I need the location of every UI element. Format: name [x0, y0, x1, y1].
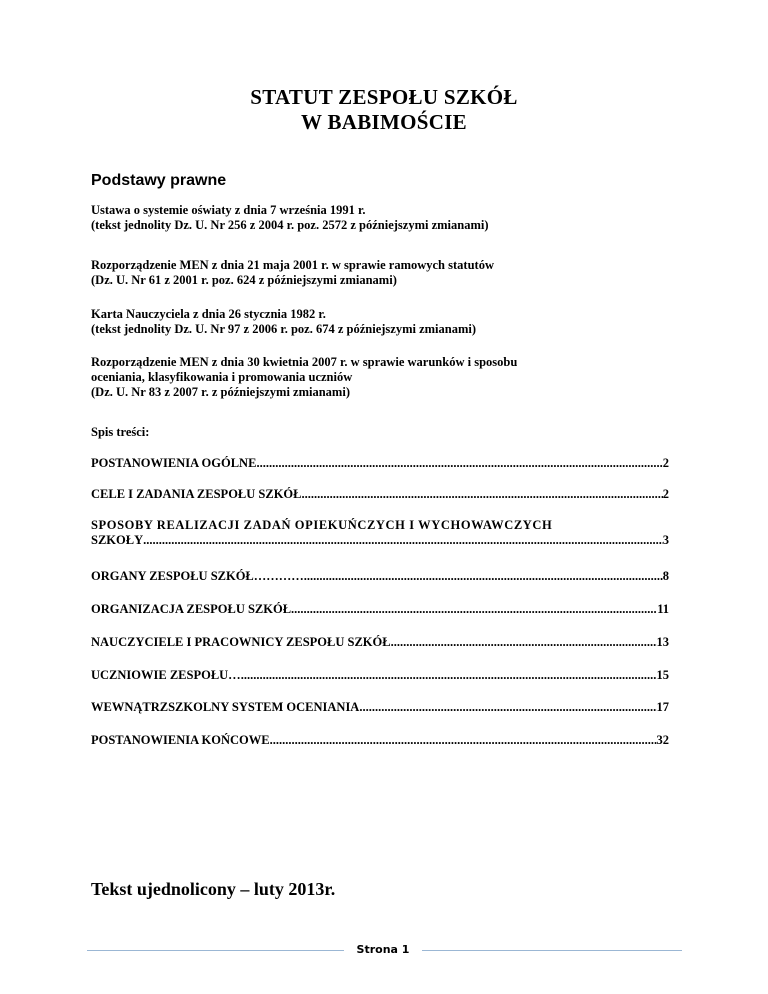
toc-entry-label: NAUCZYCIELE I PRACOWNICY ZESPOŁU SZKÓŁ: [91, 635, 391, 649]
toc-leader-dots: [359, 700, 656, 715]
toc-entry[interactable]: [91, 456, 669, 471]
toc-entry-label: UCZNIOWIE ZESPOŁU…: [91, 668, 241, 682]
toc-entry-page: 2: [662, 456, 669, 470]
toc-entry-label: WEWNĄTRZSZKOLNY SYSTEM OCENIANIA: [91, 700, 360, 714]
toc-entry-label: SZKOŁY: [91, 533, 144, 547]
legal-act-line: oceniania, klasyfikowania i promowania uczniów: [91, 370, 353, 384]
toc-entry-page: 2: [662, 487, 669, 501]
toc-entry-label: ORGANY ZESPOŁU SZKÓŁ…………..: [91, 569, 311, 583]
legal-act-line: (Dz. U. Nr 83 z 2007 r. z późniejszymi zmianami): [91, 385, 350, 399]
toc-leader-dots: [301, 487, 662, 502]
legal-act-line: (Dz. U. Nr 61 z 2001 r. poz. 624 z późniejszymi zmianami): [91, 273, 397, 287]
toc-entry-page: 8: [662, 569, 669, 583]
toc-entry-label: POSTANOWIENIA KOŃCOWE: [91, 733, 270, 747]
revision-note: Tekst ujednolicony – luty 2013r.: [91, 879, 336, 899]
toc-entry-page: 11: [657, 602, 669, 616]
toc-entry-page: 3: [662, 533, 669, 547]
toc-entry-line2: [91, 533, 669, 548]
toc-leader-dots: [291, 602, 657, 617]
toc-entry-page: 15: [656, 668, 669, 682]
footer-divider: [87, 950, 344, 951]
legal-act-line: Ustawa o systemie oświaty z dnia 7 września 1991 r.: [91, 203, 366, 217]
toc-heading: Spis treści:: [91, 425, 150, 439]
toc-leader-dots: [391, 635, 657, 650]
toc-leader-dots: [256, 456, 662, 471]
toc-entry[interactable]: [91, 635, 669, 650]
legal-act: [91, 203, 691, 233]
legal-act: [91, 307, 691, 337]
toc-entry[interactable]: [91, 487, 669, 502]
toc-leader-dots: [241, 668, 657, 683]
footer-divider: [422, 950, 682, 951]
toc-entry-page: 13: [656, 635, 669, 649]
legal-act-line: Karta Nauczyciela z dnia 26 stycznia 1982 r.: [91, 307, 326, 321]
toc-leader-dots: [310, 569, 663, 584]
toc-entry-label: SPOSOBY REALIZACJI ZADAŃ OPIEKUŃCZYCH I WYCHOWAWCZYCH: [91, 518, 553, 532]
toc-leader-dots: [143, 533, 663, 548]
toc-leader-dots: [270, 733, 657, 748]
toc-entry-label: ORGANIZACJA ZESPOŁU SZKÓŁ: [91, 602, 292, 616]
toc-entry-label: CELE I ZADANIA ZESPOŁU SZKÓŁ: [91, 487, 302, 501]
toc-entry[interactable]: [91, 668, 669, 683]
legal-act-line: Rozporządzenie MEN z dnia 30 kwietnia 2007 r. w sprawie warunków i sposobu: [91, 355, 518, 369]
toc-entry-page: 32: [656, 733, 669, 747]
toc-entry-page: 17: [656, 700, 669, 714]
toc-entry[interactable]: [91, 569, 669, 584]
legal-basis-heading: Podstawy prawne: [91, 172, 227, 189]
toc-entry[interactable]: [91, 602, 669, 617]
toc-entry-label: POSTANOWIENIA OGÓLNE: [91, 456, 257, 470]
toc-entry[interactable]: [91, 700, 669, 715]
legal-act-line: Rozporządzenie MEN z dnia 21 maja 2001 r. w sprawie ramowych statutów: [91, 258, 494, 272]
toc-entry[interactable]: [91, 733, 669, 748]
toc-entry[interactable]: [91, 518, 669, 548]
legal-act: [91, 355, 691, 400]
document-title-line2: W BABIMOŚCIE: [300, 110, 467, 134]
legal-act-line: (tekst jednolity Dz. U. Nr 97 z 2006 r. poz. 674 z późniejszymi zmianami): [91, 322, 477, 336]
page-number: Strona 1: [356, 943, 410, 956]
document-title-line1: STATUT ZESPOŁU SZKÓŁ: [250, 85, 518, 109]
legal-act: [91, 258, 691, 288]
legal-act-line: (tekst jednolity Dz. U. Nr 256 z 2004 r. poz. 2572 z późniejszymi zmianami): [91, 218, 489, 232]
